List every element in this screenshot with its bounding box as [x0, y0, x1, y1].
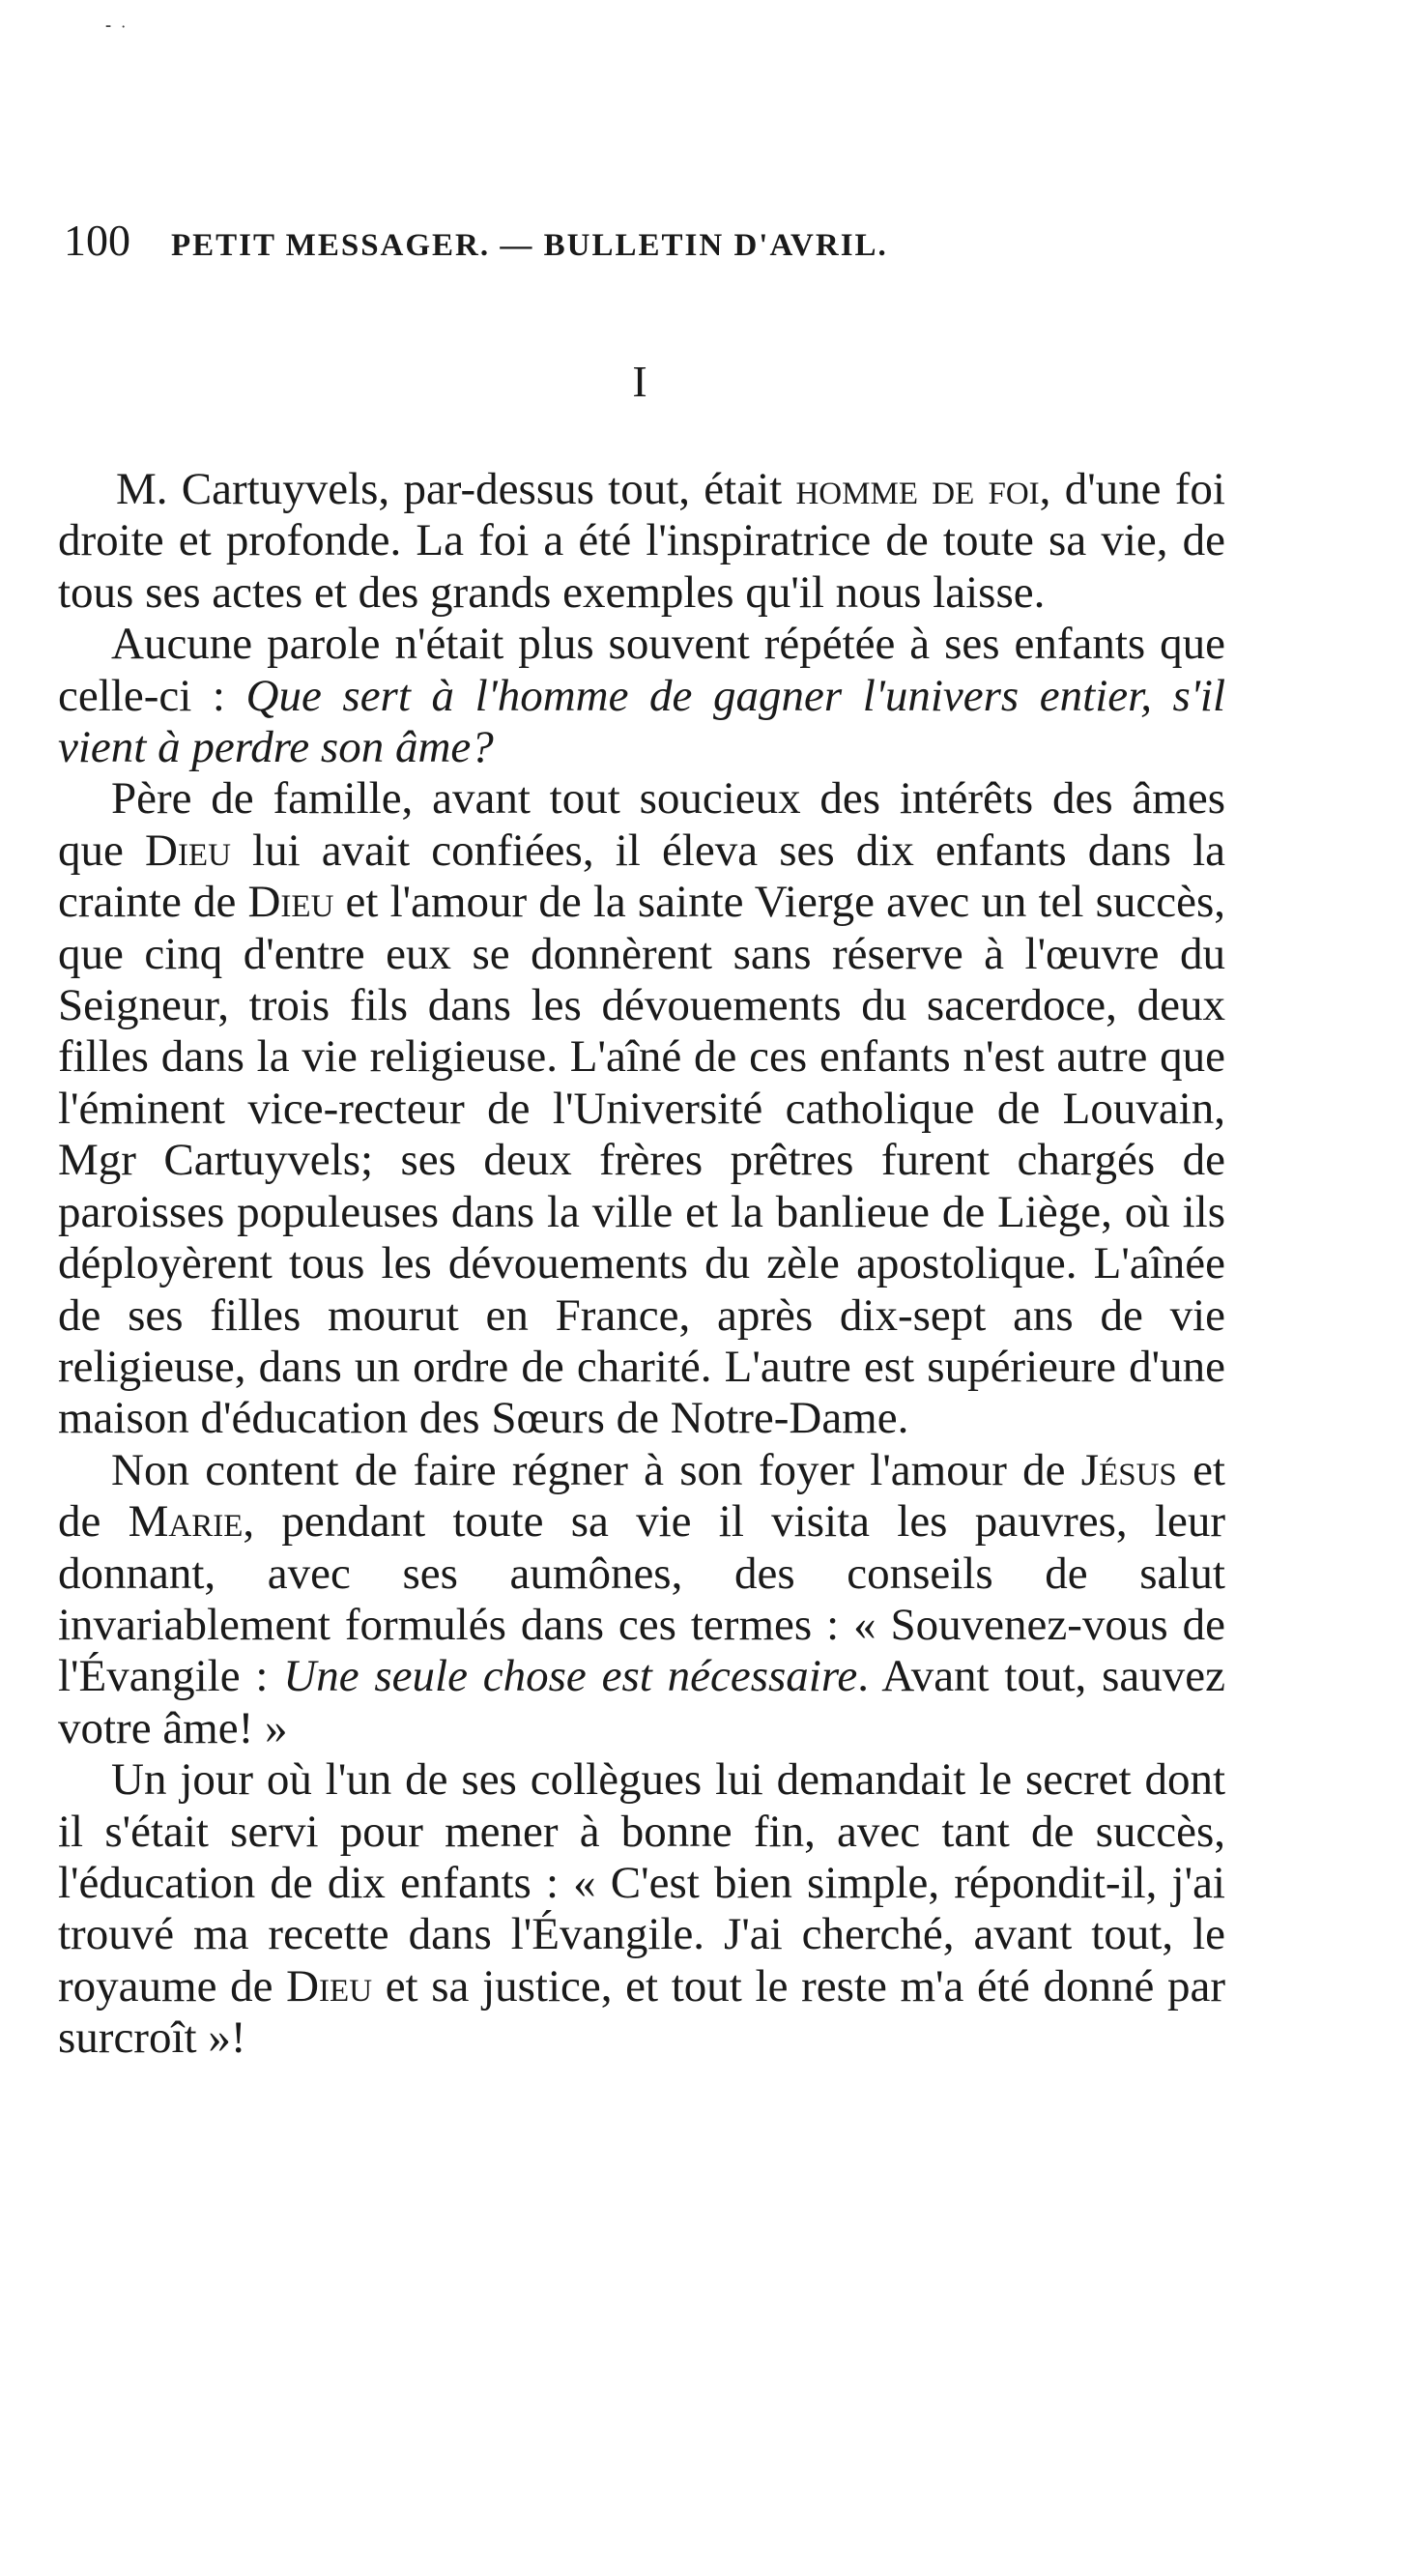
small-caps-text: Jésus: [1080, 1444, 1177, 1495]
page-header: [64, 215, 888, 266]
text-run: , pendant toute sa vie il visita les pauvres, leur donnant, avec ses aumônes, des conseils de salut invariablement formulés dans ces termes : « Souvenez-vous de l'Évangile :: [58, 1496, 1225, 1702]
small-caps-text: homme de foi: [795, 464, 1040, 514]
paragraph: [58, 464, 1225, 619]
text-run: . Avant tout, sauvez votre âme! »: [58, 1651, 1225, 1753]
paragraph: [58, 619, 1225, 773]
text-run: Non content de faire régner à son foyer l'amour de: [111, 1444, 1081, 1495]
text-run: M. Cartuyvels, par-dessus tout, était: [116, 464, 796, 514]
text-run: et l'amour de la sainte Vierge avec un tel succès, que cinq d'entre eux se donnèrent sans réserve à l'œuvre du Seigneur, trois fils dans les dévouements du sacerdoce, deux filles dans la vie religieuse. L'aîné de ces enfants n'est autre que l'éminent vice-recteur de l'Université catholique de Louvain, Mgr Cartuyvels; ses deux frères prêtres furent chargés de paroisses populeuses dans la ville et la banlieue de Liège, où ils déployèrent tous les dévouements du zèle apostolique. L'aînée de ses filles mourut en France, après dix-sept ans de vie religieuse, dans un ordre de charité. L'autre est supérieure d'une maison d'éducation des Sœurs de Notre-Dame.: [58, 877, 1225, 1444]
paragraph: [58, 773, 1225, 1444]
body-text: [58, 464, 1225, 2065]
small-caps-text: Marie: [128, 1496, 244, 1548]
small-caps-text: Dieu: [247, 877, 334, 928]
page-number: 100: [64, 216, 130, 265]
running-head: PETIT MESSAGER. — BULLETIN D'AVRIL.: [171, 228, 888, 263]
small-caps-text: Dieu: [145, 825, 231, 876]
text-run: Père de famille, avant tout soucieux des intérêts des âmes que: [58, 773, 1225, 876]
italic-quotation: Que sert à l'homme de gagner l'univers entier, s'il vient à perdre son âme?: [58, 670, 1225, 773]
text-run: et sa justice, et tout le reste m'a été donné par surcroît »!: [58, 1960, 1225, 2064]
small-caps-text: Dieu: [286, 1960, 373, 2012]
text-run: Aucune parole n'était plus souvent répétée à ses enfants que celle-ci :: [58, 619, 1225, 721]
italic-quotation: Une seule chose est nécessaire: [283, 1651, 858, 1702]
text-run: et de: [58, 1444, 1225, 1548]
text-run: Un jour où l'un de ses collègues lui demandait le secret dont il s'était servi pour mener à bonne fin, avec tant de succès, l'éducation de dix enfants : « C'est bien simple, répondit-il, j'ai trouvé ma recette dans l'Évangile. J'ai cherché, avant tout, le royaume de: [58, 1754, 1225, 2012]
section-number: I: [632, 357, 647, 406]
paragraph: [58, 1445, 1225, 1754]
print-specks: ⁃ ·: [104, 17, 129, 36]
text-run: lui avait confiées, il éleva ses dix enfants dans la crainte de: [58, 825, 1225, 928]
text-run: , d'une foi droite et profonde. La foi a été l'inspiratrice de toute sa vie, de tous ses actes et des grands exemples qu'il nous laisse.: [58, 464, 1225, 618]
paragraph: [58, 1754, 1225, 2064]
